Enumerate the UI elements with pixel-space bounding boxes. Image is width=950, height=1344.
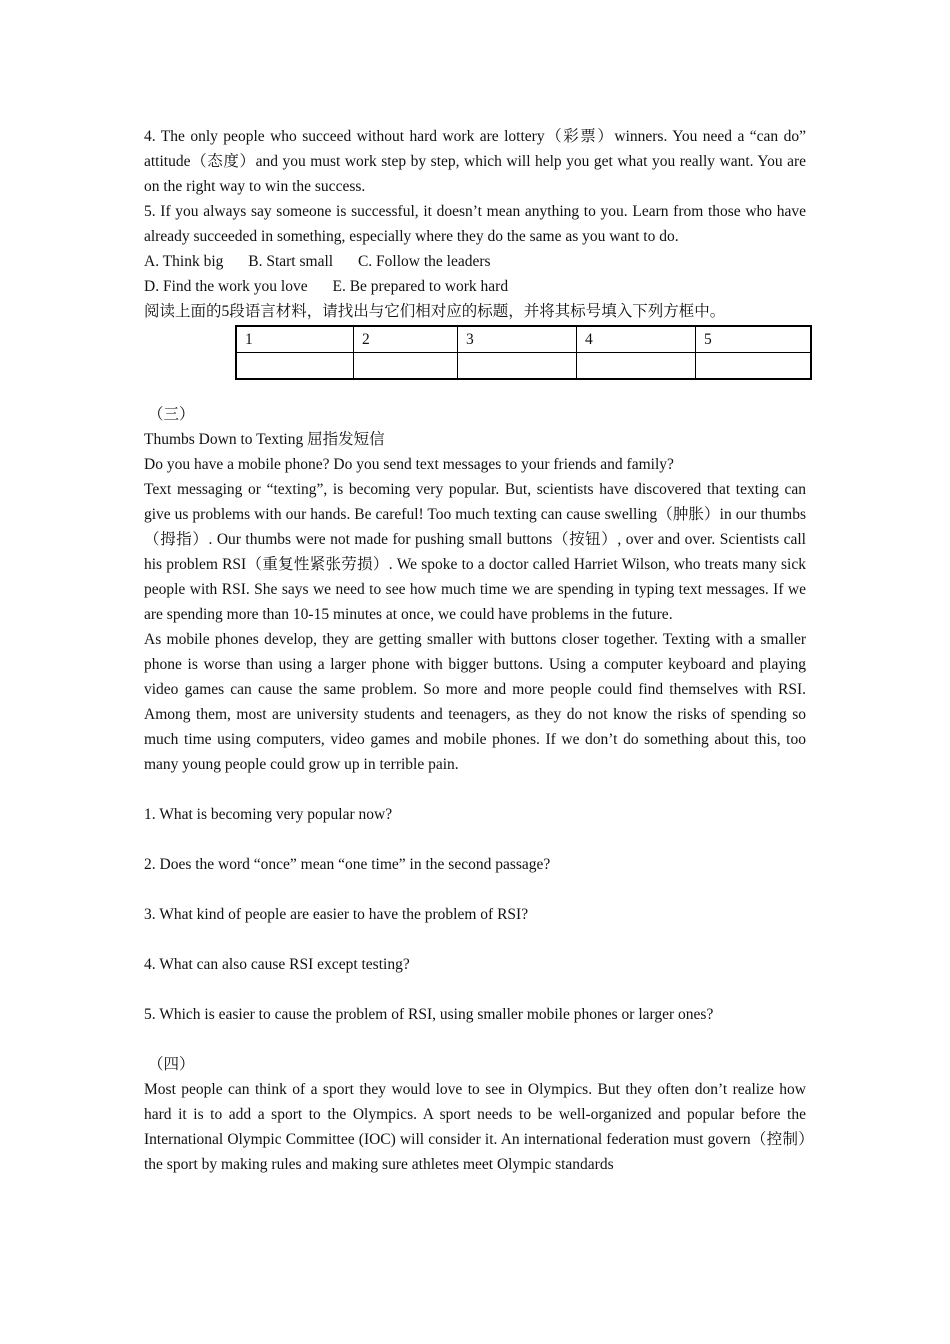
answer-table-header-1: 1 <box>236 326 354 353</box>
options-line-2 <box>144 274 806 299</box>
question-4: 4. What can also cause RSI except testing? <box>144 956 410 973</box>
answer-space-4 <box>144 977 806 1002</box>
spacer <box>144 777 806 802</box>
passage-paragraph-5: 5. If you always say someone is successful, it doesn’t mean anything to you. Learn from those who have already succeeded in something, especially where they do the same as you want to do. <box>144 203 806 245</box>
answer-table-header-row <box>236 326 811 353</box>
instruction-text: 阅读上面的5段语言材料，请找出与它们相对应的标题，并将其标号填入下列方框中。 <box>144 303 726 320</box>
option-d: D. Find the work you love <box>144 278 308 295</box>
answer-cell-1[interactable] <box>236 353 354 380</box>
question-3: 3. What kind of people are easier to have the problem of RSI? <box>144 906 529 923</box>
answer-table <box>235 325 812 380</box>
document-body <box>144 124 806 1177</box>
question-1: 1. What is becoming very popular now? <box>144 806 393 823</box>
passage-3-paragraph-1: Do you have a mobile phone? Do you send text messages to your friends and family? <box>144 456 674 473</box>
section-marker-4: （四） <box>148 1056 195 1073</box>
answer-table-header-5: 5 <box>696 326 812 353</box>
option-b: B. Start small <box>248 253 334 270</box>
answer-space-5 <box>144 1027 806 1052</box>
passage-title: Thumbs Down to Texting 屈指发短信 <box>144 431 385 448</box>
answer-space-3 <box>144 927 806 952</box>
spacer <box>144 380 806 402</box>
answer-space-1 <box>144 827 806 852</box>
answer-table-blank-row <box>236 353 811 380</box>
passage-3-paragraph-3: As mobile phones develop, they are getting smaller with buttons closer together. Texting with a smaller phone is worse than using a larger phone with bigger buttons. Using a computer keyboard and playing video games can cause the same problem. So more and more people could find themselves with RSI. Among them, most are university students and teenagers, as they do not know the risks of spending so much time using computers, video games and mobile phones. If we don’t do something about this, too many young people could grow up in terrible pain. <box>144 631 806 773</box>
answer-cell-4[interactable] <box>577 353 696 380</box>
options-line-1 <box>144 249 806 274</box>
option-a: A. Think big <box>144 253 224 270</box>
question-2: 2. Does the word “once” mean “one time” in the second passage? <box>144 856 551 873</box>
answer-cell-2[interactable] <box>354 353 458 380</box>
section-marker-3: （三） <box>148 406 195 423</box>
option-e: E. Be prepared to work hard <box>332 278 509 295</box>
answer-space-2 <box>144 877 806 902</box>
answer-cell-5[interactable] <box>696 353 812 380</box>
passage-paragraph-4: 4. The only people who succeed without hard work are lottery（彩票）winners. You need a “can do” attitude（态度）and you must work step by step, which will help you get what you really want. You are on the right way to win the success. <box>144 128 806 195</box>
answer-table-header-2: 2 <box>354 326 458 353</box>
answer-cell-3[interactable] <box>458 353 577 380</box>
passage-4-paragraph-1: Most people can think of a sport they would love to see in Olympics. But they often don’t realize how hard it is to add a sport to the Olympics. A sport needs to be well-organized and popular before the International Olympic Committee (IOC) will consider it. An international federation must govern（控制）the sport by making rules and making sure athletes meet Olympic standards <box>144 1081 806 1173</box>
passage-3-paragraph-2: Text messaging or “texting”, is becoming very popular. But, scientists have discovered that texting can give us problems with our hands. Be careful! Too much texting can cause swelling（肿胀）in our thumbs（拇指）. Our thumbs were not made for pushing small buttons（按钮）, over and over. Scientists call his problem RSI（重复性紧张劳损）. We spoke to a doctor called Harriet Wilson, who treats many sick people with RSI. She says we need to see how much time we are spending in typing text messages. If we are spending more than 10-15 minutes at once, we could have problems in the future. <box>144 481 806 623</box>
answer-table-header-3: 3 <box>458 326 577 353</box>
question-5: 5. Which is easier to cause the problem of RSI, using smaller mobile phones or larger ones? <box>144 1006 714 1023</box>
answer-table-header-4: 4 <box>577 326 696 353</box>
option-c: C. Follow the leaders <box>357 253 491 270</box>
